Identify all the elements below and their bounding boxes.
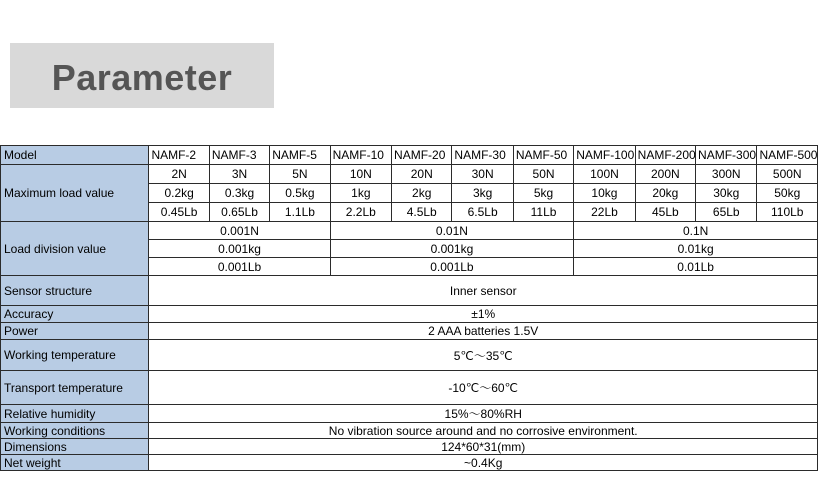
row-label: Power — [1, 323, 149, 340]
model-cell: NAMF-100 — [574, 146, 635, 165]
table-cell: 30kg — [696, 184, 757, 203]
row-label: Transport temperature — [1, 371, 149, 405]
table-cell: 0.01N — [330, 222, 574, 240]
table-cell: 2.2Lb — [330, 203, 391, 222]
transport-temp-row — [1, 371, 818, 405]
table-cell: 0.2kg — [149, 184, 209, 203]
table-cell: 11Lb — [513, 203, 573, 222]
table-cell: 20N — [392, 165, 452, 184]
table-cell: 5N — [270, 165, 330, 184]
table-cell: 50kg — [757, 184, 818, 203]
value-cell: 124*60*31(mm) — [149, 439, 818, 455]
table-cell: 0.001Lb — [330, 258, 574, 276]
model-cell: NAMF-10 — [330, 146, 391, 165]
table-cell: 10N — [330, 165, 391, 184]
table-cell: 0.001kg — [149, 240, 330, 258]
value-cell: 15%～80%RH — [149, 405, 818, 423]
model-cell: NAMF-500 — [757, 146, 818, 165]
table-cell: 20kg — [635, 184, 695, 203]
table-cell: 2kg — [392, 184, 452, 203]
value-cell: ±1% — [149, 306, 818, 323]
table-cell: 0.01kg — [574, 240, 818, 258]
table-cell: 110Lb — [757, 203, 818, 222]
page-title: Parameter — [51, 57, 233, 98]
model-cell: NAMF-20 — [392, 146, 452, 165]
table-cell: 0.1N — [574, 222, 818, 240]
model-cell: NAMF-5 — [270, 146, 330, 165]
division-n-row — [1, 222, 818, 240]
table-cell: 3N — [209, 165, 269, 184]
row-label: Maximum load value — [1, 165, 149, 222]
row-label: Relative humidity — [1, 405, 149, 423]
model-cell: NAMF-50 — [513, 146, 573, 165]
table-cell: 30N — [452, 165, 513, 184]
value-cell: -10℃～60℃ — [149, 371, 818, 405]
value-cell: ~0.4Kg — [149, 455, 818, 471]
table-cell: 0.001N — [149, 222, 330, 240]
table-cell: 50N — [513, 165, 573, 184]
table-cell: 3kg — [452, 184, 513, 203]
table-cell: 45Lb — [635, 203, 695, 222]
table-cell: 0.001Lb — [149, 258, 330, 276]
table-cell: 0.01Lb — [574, 258, 818, 276]
max-load-n-row — [1, 165, 818, 184]
table-cell: 10kg — [574, 184, 635, 203]
table-cell: 0.45Lb — [149, 203, 209, 222]
row-label: Dimensions — [1, 439, 149, 455]
humidity-row — [1, 405, 818, 423]
table-cell: 0.65Lb — [209, 203, 269, 222]
table-cell: 2N — [149, 165, 209, 184]
table-cell: 500N — [757, 165, 818, 184]
model-row — [1, 146, 818, 165]
row-label: Working conditions — [1, 423, 149, 439]
value-cell: No vibration source around and no corrosive environment. — [149, 423, 818, 439]
working-conditions-row — [1, 423, 818, 439]
net-weight-row — [1, 455, 818, 471]
row-label: Sensor structure — [1, 276, 149, 306]
table-cell: 4.5Lb — [392, 203, 452, 222]
table-cell: 200N — [635, 165, 695, 184]
row-label: Load division value — [1, 222, 149, 276]
accuracy-row — [1, 306, 818, 323]
table-cell: 65Lb — [696, 203, 757, 222]
table-cell: 1.1Lb — [270, 203, 330, 222]
table-cell: 6.5Lb — [452, 203, 513, 222]
table-cell: 0.5kg — [270, 184, 330, 203]
table-cell: 300N — [696, 165, 757, 184]
working-temp-row — [1, 340, 818, 371]
table-cell: 22Lb — [574, 203, 635, 222]
value-cell: Inner sensor — [149, 276, 818, 306]
value-cell: 2 AAA batteries 1.5V — [149, 323, 818, 340]
model-cell: NAMF-30 — [452, 146, 513, 165]
model-cell: NAMF-300 — [696, 146, 757, 165]
power-row — [1, 323, 818, 340]
table-cell: 0.001kg — [330, 240, 574, 258]
row-label: Accuracy — [1, 306, 149, 323]
parameter-table — [0, 145, 818, 471]
row-label: Net weight — [1, 455, 149, 471]
model-cell: NAMF-200 — [635, 146, 695, 165]
sensor-row — [1, 276, 818, 306]
table-cell: 5kg — [513, 184, 573, 203]
title-banner — [10, 43, 274, 108]
table-cell: 100N — [574, 165, 635, 184]
model-cell: NAMF-2 — [149, 146, 209, 165]
model-cell: NAMF-3 — [209, 146, 269, 165]
row-label: Model — [1, 146, 149, 165]
table-cell: 1kg — [330, 184, 391, 203]
value-cell: 5℃～35℃ — [149, 340, 818, 371]
table-cell: 0.3kg — [209, 184, 269, 203]
dimensions-row — [1, 439, 818, 455]
row-label: Working temperature — [1, 340, 149, 371]
